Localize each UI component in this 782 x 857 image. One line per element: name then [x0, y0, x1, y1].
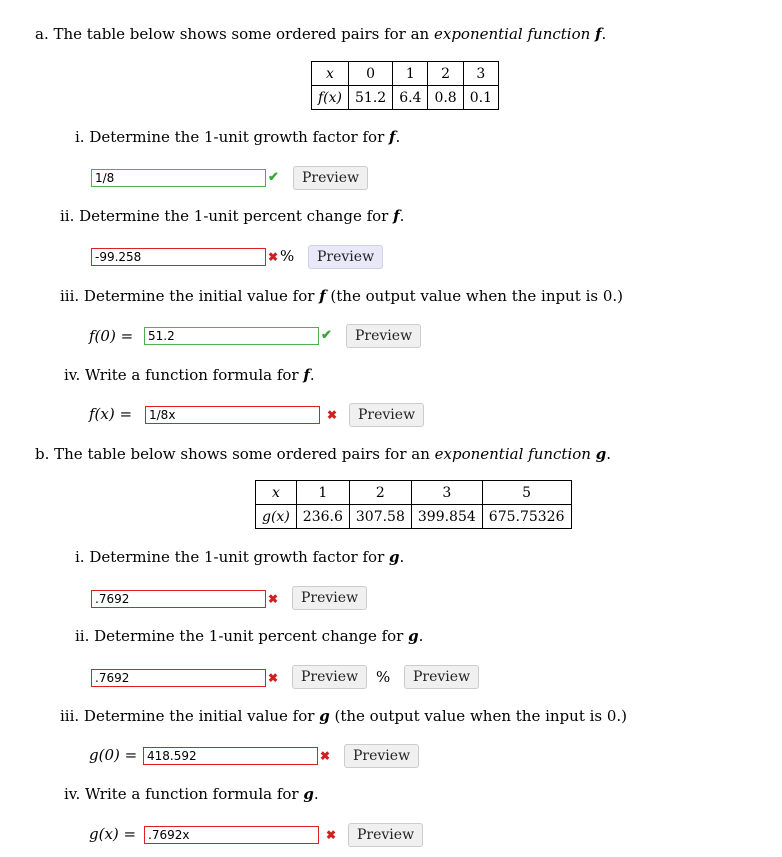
- table-header-x: x: [256, 481, 297, 505]
- part-b-q4-label: g(x) =: [89, 825, 137, 843]
- cross-icon: ✖: [268, 671, 279, 685]
- cross-icon: ✖: [268, 592, 279, 606]
- checkmark-icon: ✔: [268, 170, 279, 185]
- part-a-q4-text: iv. Write a function formula for f.: [64, 366, 315, 384]
- part-a-q3-label: f(0) =: [89, 327, 134, 345]
- part-a-q3-input[interactable]: 51.2: [144, 327, 319, 345]
- part-a-q4-preview-button[interactable]: Preview: [349, 403, 424, 427]
- part-b-q3-text: iii. Determine the initial value for g (the output value when the input is 0.): [60, 707, 628, 725]
- part-a-q1-preview-button[interactable]: Preview: [293, 166, 368, 190]
- part-a-q3-text: iii. Determine the initial value for f (the output value when the input is 0.): [60, 287, 623, 305]
- table-row: x 1 2 3 5: [256, 481, 572, 505]
- table-row: g(x) 236.6 307.58 399.854 675.75326: [256, 505, 572, 529]
- part-a-q4-input[interactable]: 1/8x: [145, 406, 320, 424]
- cross-icon: ✖: [320, 749, 331, 763]
- part-b-intro: b. The table below shows some ordered pairs for an exponential function g.: [35, 445, 611, 463]
- part-b-q1-text: i. Determine the 1-unit growth factor for g.: [75, 548, 405, 566]
- part-b-q3-label: g(0) =: [89, 746, 138, 764]
- part-a-q1-input[interactable]: 1/8: [91, 169, 266, 187]
- part-b-q1-preview-button[interactable]: Preview: [292, 586, 367, 610]
- table-header-y: g(x): [256, 505, 297, 529]
- cross-icon: ✖: [268, 250, 279, 264]
- part-a-table: [311, 61, 499, 110]
- part-a-intro: a. The table below shows some ordered pairs for an exponential function f.: [35, 25, 607, 43]
- part-b-q2-input[interactable]: .7692: [91, 669, 266, 687]
- part-a-q2-preview-button[interactable]: Preview: [308, 245, 383, 269]
- part-b-q3-input[interactable]: 418.592: [143, 747, 318, 765]
- part-a-q2-input[interactable]: -99.258: [91, 248, 266, 266]
- part-a-q2-text: ii. Determine the 1-unit percent change for f.: [60, 207, 405, 225]
- table-header-x: x: [312, 62, 349, 86]
- table-row: x 0 1 2 3: [312, 62, 499, 86]
- part-a-q4-label: f(x) =: [89, 405, 133, 423]
- part-b-q2-text: ii. Determine the 1-unit percent change for g.: [75, 627, 424, 645]
- table-header-y: f(x): [312, 86, 349, 110]
- part-b-q4-preview-button[interactable]: Preview: [348, 823, 423, 847]
- percent-sign: %: [376, 668, 391, 686]
- part-b-q4-input[interactable]: .7692x: [144, 826, 319, 844]
- part-a-q3-preview-button[interactable]: Preview: [346, 324, 421, 348]
- cross-icon: ✖: [326, 828, 337, 842]
- part-b-q2-preview-button[interactable]: Preview: [292, 665, 367, 689]
- percent-sign: %: [280, 247, 295, 265]
- cross-icon: ✖: [327, 408, 338, 422]
- part-b-q1-input[interactable]: .7692: [91, 590, 266, 608]
- part-b-q3-preview-button[interactable]: Preview: [344, 744, 419, 768]
- part-b-table: [255, 480, 572, 529]
- part-b-q2-percent-preview-button[interactable]: Preview: [404, 665, 479, 689]
- part-b-q4-text: iv. Write a function formula for g.: [64, 785, 319, 803]
- table-row: f(x) 51.2 6.4 0.8 0.1: [312, 86, 499, 110]
- part-a-q1-text: i. Determine the 1-unit growth factor for f.: [75, 128, 401, 146]
- checkmark-icon: ✔: [321, 328, 332, 343]
